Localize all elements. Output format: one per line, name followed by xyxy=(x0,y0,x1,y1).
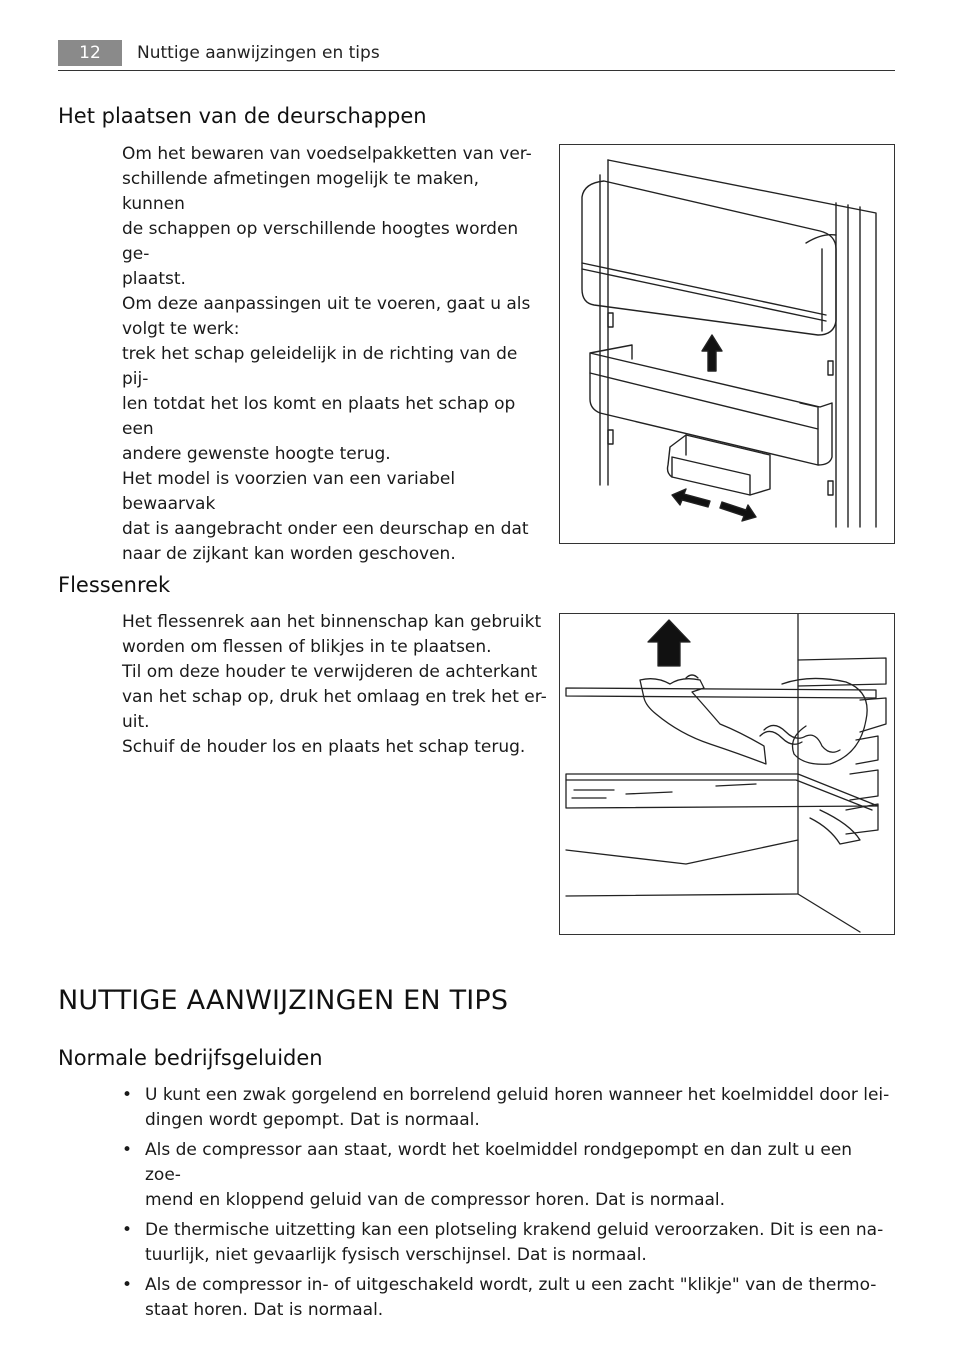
bullet-point: • xyxy=(122,1085,133,1105)
list-item-line: U kunt een zwak gorgelend en borrelend geluid horen wanneer het koelmiddel door lei- xyxy=(145,1085,890,1105)
text-line: naar de zijkant kan worden geschoven. xyxy=(122,544,456,564)
text-line: Het flessenrek aan het binnenschap kan gebruikt xyxy=(122,612,542,632)
sounds-list xyxy=(122,1083,892,1328)
text-line: plaatst. xyxy=(122,269,186,289)
list-item xyxy=(122,1138,892,1213)
bullet-point: • xyxy=(122,1140,133,1160)
text-line: Til om deze houder te verwijderen de achterkant xyxy=(122,662,538,682)
list-item-line: dingen wordt gepompt. Dat is normaal. xyxy=(145,1110,480,1130)
list-item-line: De thermische uitzetting kan een plotseling krakend geluid veroorzaken. Dit is een na- xyxy=(145,1220,884,1240)
text-line: uit. xyxy=(122,712,150,732)
list-item-line: staat horen. Dat is normaal. xyxy=(145,1300,384,1320)
door-shelves-heading: Het plaatsen van de deurschappen xyxy=(58,104,427,128)
text-line: van het schap op, druk het omlaag en trek het er- xyxy=(122,687,547,707)
text-line: schillende afmetingen mogelijk te maken, kunnen xyxy=(122,169,480,214)
bullet-point: • xyxy=(122,1220,133,1240)
page-header xyxy=(58,40,895,71)
list-item-line: Als de compressor in- of uitgeschakeld wordt, zult u een zacht "klikje" van de thermo- xyxy=(145,1275,877,1295)
door-shelf-illustration xyxy=(559,144,895,544)
bottle-rack-illustration xyxy=(559,613,895,935)
tips-title: NUTTIGE AANWIJZINGEN EN TIPS xyxy=(58,985,509,1016)
text-line: len totdat het los komt en plaats het schap op een xyxy=(122,394,516,439)
list-item xyxy=(122,1273,892,1323)
normal-sounds-heading: Normale bedrijfsgeluiden xyxy=(58,1046,323,1070)
list-item xyxy=(122,1083,892,1133)
list-item-line: tuurlijk, niet gevaarlijk fysisch verschijnsel. Dat is normaal. xyxy=(145,1245,647,1265)
header-divider xyxy=(58,70,895,71)
text-line: Om het bewaren van voedselpakketten van ver- xyxy=(122,144,532,164)
bottle-rack-text xyxy=(122,610,547,760)
text-line: trek het schap geleidelijk in de richting van de pij- xyxy=(122,344,518,389)
list-item-line: mend en kloppend geluid van de compressor horen. Dat is normaal. xyxy=(145,1190,726,1210)
bottle-rack-heading: Flessenrek xyxy=(58,573,171,597)
list-item xyxy=(122,1218,892,1268)
bullet-point: • xyxy=(122,1275,133,1295)
text-line: Schuif de houder los en plaats het schap terug. xyxy=(122,737,526,757)
text-line: Om deze aanpassingen uit te voeren, gaat u als xyxy=(122,294,531,314)
text-line: volgt te werk: xyxy=(122,319,240,339)
text-line: Het model is voorzien van een variabel bewaarvak xyxy=(122,469,456,514)
text-line: dat is aangebracht onder een deurschap en dat xyxy=(122,519,529,539)
text-line: andere gewenste hoogte terug. xyxy=(122,444,391,464)
text-line: de schappen op verschillende hoogtes worden ge- xyxy=(122,219,519,264)
list-item-line: Als de compressor aan staat, wordt het koelmiddel rondgepompt en dan zult u een zoe- xyxy=(145,1140,853,1185)
running-title: Nuttige aanwijzingen en tips xyxy=(137,43,380,63)
text-line: worden om flessen of blikjes in te plaatsen. xyxy=(122,637,492,657)
page-number: 12 xyxy=(58,40,122,66)
door-shelves-text xyxy=(122,142,547,567)
